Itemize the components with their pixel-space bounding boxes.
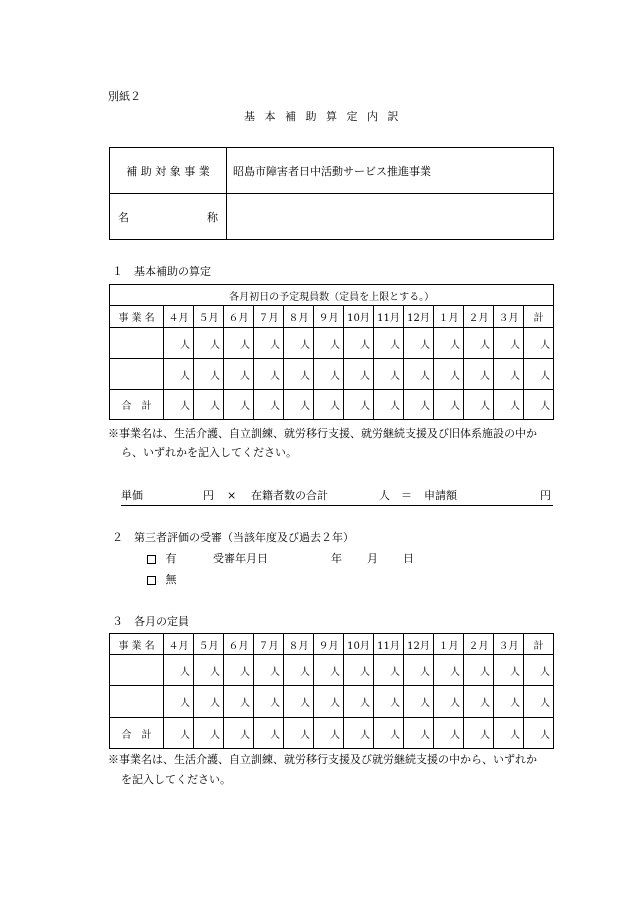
person-cell: 人 <box>464 655 494 686</box>
person-cell: 人 <box>254 359 284 390</box>
person-cell: 人 <box>494 390 524 420</box>
page-title: 基 本 補 助 算 定 内 訳 <box>244 110 402 123</box>
person-cell: 人 <box>314 328 344 359</box>
person-cell: 人 <box>284 390 314 420</box>
person-cell: 人 <box>164 390 194 420</box>
person-cell: 人 <box>254 328 284 359</box>
label-name-cell <box>110 194 227 240</box>
person-cell: 人 <box>164 655 194 686</box>
col-total: 計 <box>524 306 554 328</box>
section1-header-row <box>110 306 554 328</box>
section1-heading: １ 基本補助の算定 <box>112 265 211 278</box>
total-row <box>110 390 554 420</box>
col-month: 10月 <box>344 634 374 655</box>
person-cell: 人 <box>284 718 314 749</box>
person-cell: 人 <box>494 718 524 749</box>
col-month: ３月 <box>494 306 524 328</box>
business-cell <box>110 655 164 686</box>
person-cell: 人 <box>194 686 224 718</box>
person-cell: 人 <box>314 655 344 686</box>
person-cell: 人 <box>434 686 464 718</box>
checkbox-no[interactable] <box>147 576 156 585</box>
person-cell: 人 <box>224 686 254 718</box>
col-month: ９月 <box>314 634 344 655</box>
person-cell: 人 <box>464 718 494 749</box>
person-cell: 人 <box>524 718 554 749</box>
business-cell <box>110 686 164 718</box>
person-cell: 人 <box>524 686 554 718</box>
person-cell: 人 <box>194 718 224 749</box>
year-label: 年 <box>331 552 342 565</box>
label-name: 名 <box>118 210 129 224</box>
person-cell: 人 <box>314 686 344 718</box>
col-month: １月 <box>434 306 464 328</box>
month-label: 月 <box>367 552 378 565</box>
person-cell: 人 <box>254 718 284 749</box>
person-cell: 人 <box>404 328 434 359</box>
col-month: ４月 <box>164 306 194 328</box>
total-row <box>110 718 554 749</box>
person-cell: 人 <box>194 655 224 686</box>
person-cell: 人 <box>344 655 374 686</box>
person-cell: 人 <box>284 328 314 359</box>
business-cell <box>110 328 164 359</box>
col-month: ９月 <box>314 306 344 328</box>
info-table <box>109 147 554 240</box>
person-cell: 人 <box>344 390 374 420</box>
table-row <box>110 359 554 390</box>
value-business: 昭島市障害者日中活動サービス推進事業 <box>227 148 554 194</box>
person-cell: 人 <box>524 359 554 390</box>
col-month: ８月 <box>284 306 314 328</box>
yen-label-2: 円 <box>540 489 551 502</box>
col-month: ３月 <box>494 634 524 655</box>
total-label: 合 計 <box>110 390 164 420</box>
section1-note-line2: ら、いずれかを記入してください。 <box>121 446 297 459</box>
col-month: ８月 <box>284 634 314 655</box>
value-name <box>227 194 554 240</box>
day-label: 日 <box>403 552 414 565</box>
table-row <box>110 655 554 686</box>
table-row <box>110 686 554 718</box>
person-cell: 人 <box>404 718 434 749</box>
col-month: ２月 <box>464 306 494 328</box>
option-no-row <box>147 573 177 587</box>
col-month: ５月 <box>194 634 224 655</box>
person-cell: 人 <box>374 328 404 359</box>
section3-header-row <box>110 634 554 655</box>
total-label: 合 計 <box>110 718 164 749</box>
col-total: 計 <box>524 634 554 655</box>
equals-sign: ＝ <box>401 489 412 502</box>
person-cell: 人 <box>494 328 524 359</box>
person-cell: 人 <box>344 328 374 359</box>
times-sign: × <box>227 489 237 502</box>
request-amount-label: 申請額 <box>424 489 457 502</box>
person-cell: 人 <box>494 655 524 686</box>
section3-note-line2: を記入してください。 <box>121 773 231 786</box>
col-month: １月 <box>434 634 464 655</box>
person-cell: 人 <box>374 390 404 420</box>
section2-heading: ２ 第三者評価の受審（当該年度及び過去２年） <box>112 531 354 544</box>
person-cell: 人 <box>284 686 314 718</box>
option-yes-row <box>147 552 177 566</box>
person-cell: 人 <box>254 390 284 420</box>
person-cell: 人 <box>434 390 464 420</box>
person-cell: 人 <box>494 686 524 718</box>
col-business: 事 業 名 <box>110 634 164 655</box>
person-cell: 人 <box>344 718 374 749</box>
person-cell: 人 <box>164 359 194 390</box>
section1-note-line1: ※事業名は、生活介護、自立訓練、就労移行支援、就労継続支援及び旧体系施設の中か <box>108 427 537 440</box>
col-month: ７月 <box>254 306 284 328</box>
col-month: ６月 <box>224 306 254 328</box>
col-month: ６月 <box>224 634 254 655</box>
person-cell: 人 <box>224 655 254 686</box>
person-cell: 人 <box>464 359 494 390</box>
person-cell: 人 <box>224 718 254 749</box>
person-cell: 人 <box>374 655 404 686</box>
person-cell: 人 <box>164 718 194 749</box>
option-yes-label: 有 <box>165 552 177 565</box>
person-cell: 人 <box>374 686 404 718</box>
section1-table-title: 各月初日の予定現員数（定員を上限とする。） <box>110 285 554 306</box>
person-cell: 人 <box>524 328 554 359</box>
col-month: 10月 <box>344 306 374 328</box>
label-name2: 称 <box>207 210 218 224</box>
table-row <box>110 328 554 359</box>
person-cell: 人 <box>464 328 494 359</box>
attachment-label: 別紙２ <box>108 90 141 103</box>
section1-table <box>109 284 554 420</box>
person-cell: 人 <box>494 359 524 390</box>
option-no-label: 無 <box>165 573 177 586</box>
person-cell: 人 <box>524 390 554 420</box>
person-cell: 人 <box>344 359 374 390</box>
section3-table <box>109 633 554 749</box>
person-cell: 人 <box>194 390 224 420</box>
person-cell: 人 <box>404 686 434 718</box>
section3-note-line1: ※事業名は、生活介護、自立訓練、就労移行支援及び就労継続支援の中から、いずれか <box>108 753 537 766</box>
person-cell: 人 <box>434 718 464 749</box>
person-cell: 人 <box>314 359 344 390</box>
person-cell: 人 <box>404 390 434 420</box>
person-cell: 人 <box>434 655 464 686</box>
person-cell: 人 <box>224 359 254 390</box>
formula-line <box>121 489 553 506</box>
person-cell: 人 <box>374 718 404 749</box>
person-cell: 人 <box>374 359 404 390</box>
col-month: 11月 <box>374 634 404 655</box>
person-cell: 人 <box>404 655 434 686</box>
person-cell: 人 <box>524 655 554 686</box>
col-business: 事 業 名 <box>110 306 164 328</box>
review-date-label: 受審年月日 <box>213 552 268 565</box>
person-cell: 人 <box>434 328 464 359</box>
person-cell: 人 <box>314 718 344 749</box>
total-enrolled-label: 在籍者数の合計 <box>251 489 328 502</box>
col-month: ２月 <box>464 634 494 655</box>
person-cell: 人 <box>284 359 314 390</box>
person-cell: 人 <box>284 655 314 686</box>
business-cell <box>110 359 164 390</box>
person-cell: 人 <box>194 328 224 359</box>
person-label: 人 <box>379 489 390 502</box>
person-cell: 人 <box>344 686 374 718</box>
unit-price-label: 単価 <box>121 489 143 502</box>
person-cell: 人 <box>224 328 254 359</box>
col-month: ４月 <box>164 634 194 655</box>
label-business: 補 助 対 象 事 業 <box>110 148 227 194</box>
col-month: 11月 <box>374 306 404 328</box>
yen-label: 円 <box>203 489 214 502</box>
col-month: 12月 <box>404 306 434 328</box>
person-cell: 人 <box>254 686 284 718</box>
person-cell: 人 <box>254 655 284 686</box>
person-cell: 人 <box>164 686 194 718</box>
section3-heading: ３ 各月の定員 <box>112 615 189 628</box>
col-month: ５月 <box>194 306 224 328</box>
col-month: ７月 <box>254 634 284 655</box>
person-cell: 人 <box>464 686 494 718</box>
person-cell: 人 <box>404 359 434 390</box>
person-cell: 人 <box>434 359 464 390</box>
person-cell: 人 <box>194 359 224 390</box>
person-cell: 人 <box>314 390 344 420</box>
person-cell: 人 <box>464 390 494 420</box>
col-month: 12月 <box>404 634 434 655</box>
person-cell: 人 <box>164 328 194 359</box>
checkbox-yes[interactable] <box>147 555 156 564</box>
person-cell: 人 <box>224 390 254 420</box>
